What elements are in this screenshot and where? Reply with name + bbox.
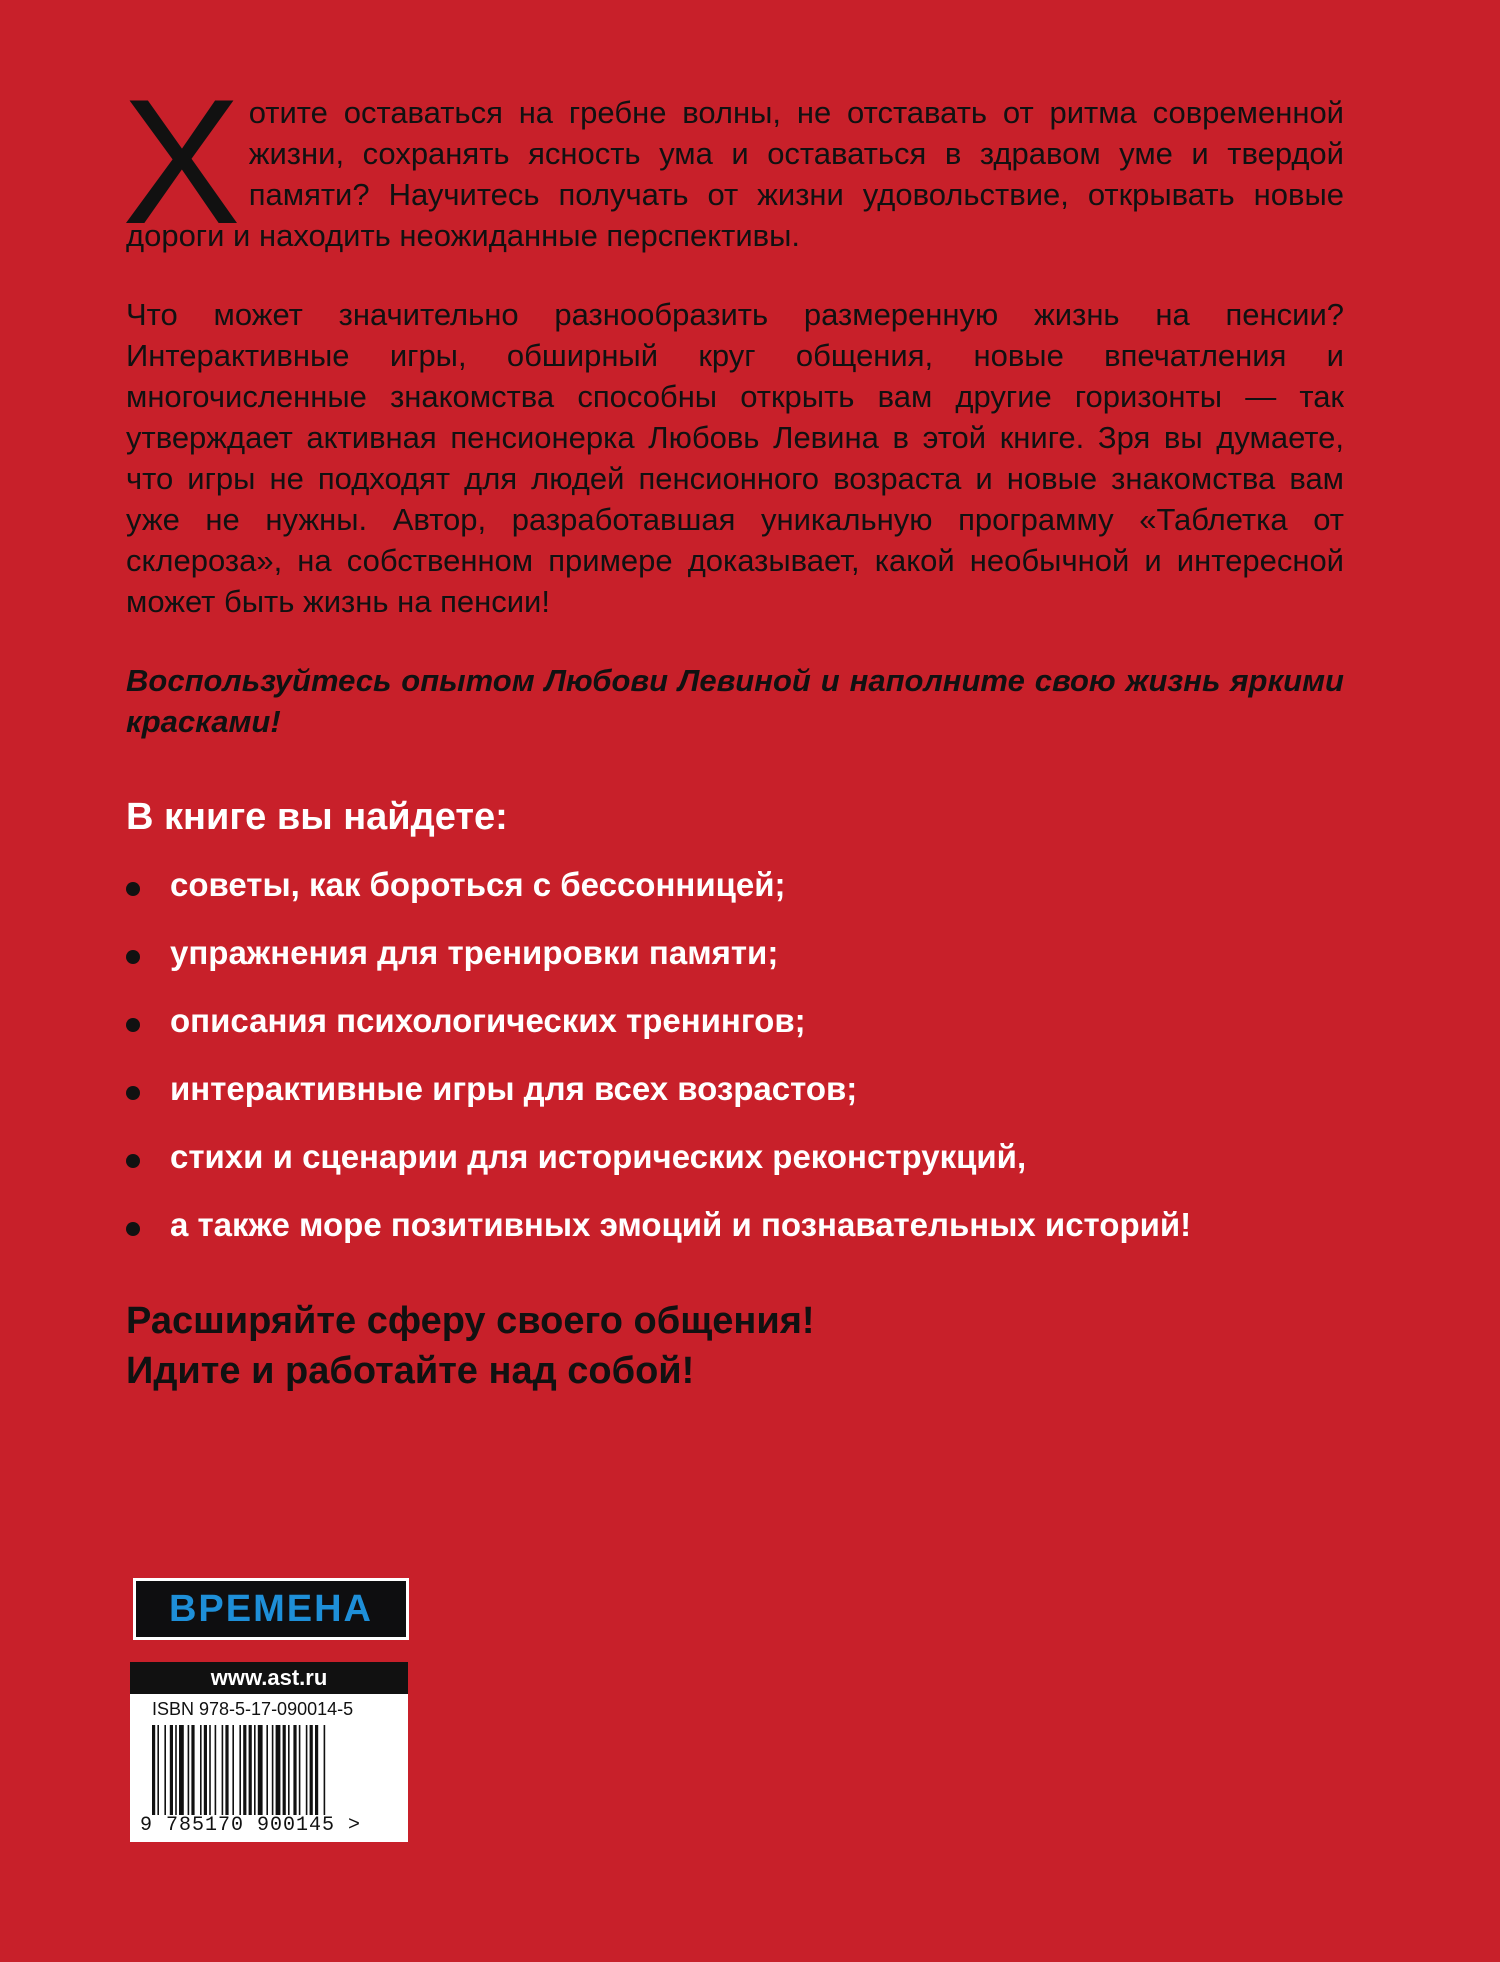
features-list [126,862,1344,1270]
closing-line-1: Расширяйте сферу своего общения! [126,1300,815,1342]
barcode-digits: 9 785170 900145 > [140,1814,362,1837]
list-item: упражнения для тренировки памяти; [126,930,1344,998]
isbn-label: ISBN 978-5-17-090014-5 [152,1699,354,1719]
publisher-logo-text: ВРЕМЕНА [168,1587,374,1630]
barcode-block [130,1662,408,1842]
closing-slogan [126,1296,1344,1396]
list-item: интерактивные игры для всех возрастов; [126,1066,1344,1134]
drop-cap: Х [122,62,241,261]
back-cover-text [122,62,1344,1396]
barcode-icon [152,1725,390,1815]
bullet-icon [126,950,140,964]
bullet-icon [126,1154,140,1168]
closing-line-2: Идите и работайте над собой! [126,1350,695,1392]
website-label: www.ast.ru [130,1662,408,1694]
publisher-logo [133,1578,409,1640]
features-title: В книге вы найдете: [126,796,508,838]
bullet-icon [126,882,140,896]
intro-paragraph-text: отите оставаться на гребне волны, не отставать от ритма современной жизни, сохранять ясность ума и оставаться в здравом уме и твердой памяти? Научитесь получать от жизни удовольствие, открывать новые дороги и находить неожиданные перспективы. [126,95,1344,253]
bullet-icon [126,1018,140,1032]
list-item: советы, как бороться с бессонницей; [126,862,1344,930]
bullet-icon [126,1086,140,1100]
intro-paragraph [122,62,1344,261]
list-item: описания психологических тренингов; [126,998,1344,1066]
call-to-action-paragraph: Воспользуйтесь опытом Любови Левиной и наполните свою жизнь яркими красками! [126,663,1344,739]
summary-paragraph: Что может значительно разнообразить размеренную жизнь на пенсии? Интерактивные игры, обширный круг общения, новые впечатления и многочисленные знакомства способны открыть вам другие горизонты — так утверждает активная пенсионерка Любовь Левина в этой книге. Зря вы думаете, что игры не подходят для людей пенсионного возраста и новые знакомства вам уже не нужны. Автор, разработавшая уникальную программу «Таблетка от склероза», на собственном примере доказывает, какой необычной и интересной может быть жизнь на пенсии! [126,297,1344,619]
list-item: стихи и сценарии для исторических реконструкций, [126,1134,1344,1202]
list-item: а также море позитивных эмоций и познавательных историй! [126,1202,1344,1270]
bullet-icon [126,1222,140,1236]
